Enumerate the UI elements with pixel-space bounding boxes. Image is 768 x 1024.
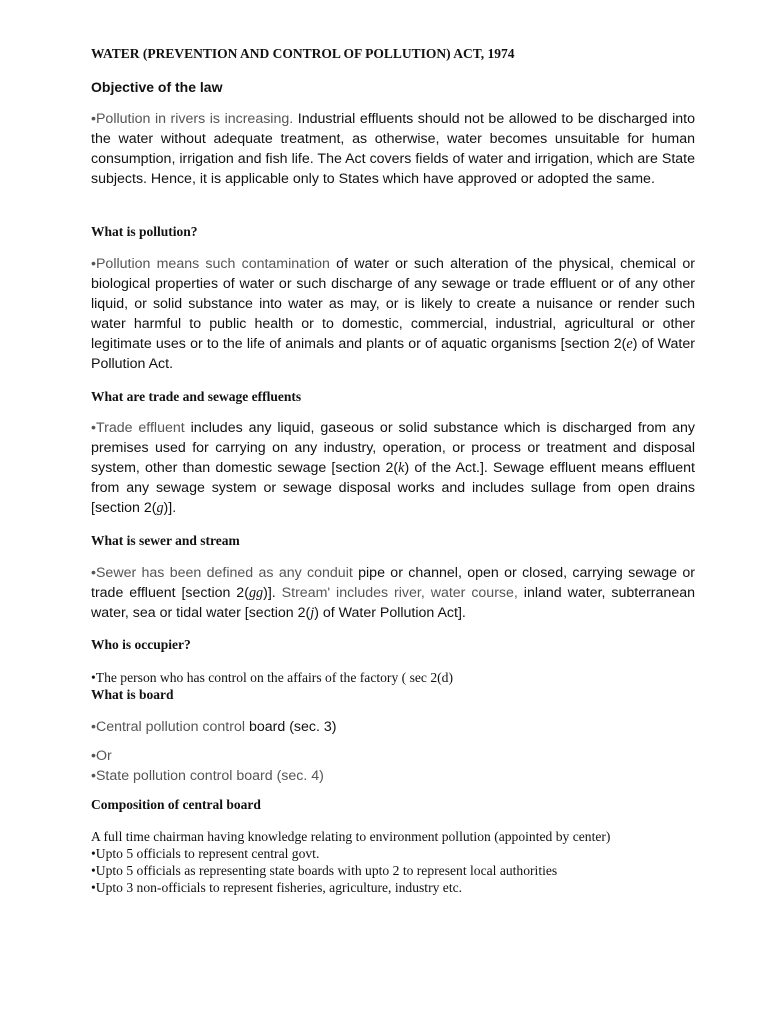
sewer-ref-2: j xyxy=(310,605,315,621)
board-item-state: •State pollution control board (sec. 4) xyxy=(91,768,324,784)
composition-list xyxy=(91,828,695,896)
effluents-body-1: includes any liquid, gaseous or solid substance which is discharged from any premises used for carrying on any industry, operation, or process or treatment and disposal system, other than domestic sewage [section 2( xyxy=(91,420,695,476)
effluents-ref-1: k xyxy=(398,460,405,476)
objective-heading: Objective of the law xyxy=(91,79,223,95)
composition-line: A full time chairman having knowledge relating to environment pollution (appointed by center) xyxy=(91,829,611,844)
sewer-body-3: inland water, subterranean water, sea or tidal water [section 2( xyxy=(91,585,695,621)
effluents-paragraph xyxy=(91,418,695,518)
effluents-lead: •Trade effluent xyxy=(91,420,185,436)
composition-line: •Upto 3 non-officials to represent fisheries, agriculture, industry etc. xyxy=(91,880,463,895)
sewer-heading: What is sewer and stream xyxy=(91,533,240,548)
objective-body: Industrial effluents should not be allowed to be discharged into the water without adequate treatment, as otherwise, water becomes unsuitable for human consumption, irrigation and fish life. The Act covers fields of water and irrigation, which are State subjects. Hence, it is applicable only to States which have approved or adopted the same. xyxy=(91,111,695,187)
pollution-lead: •Pollution means such contamination xyxy=(91,256,330,272)
occupier-text: •The person who has control on the affairs of the factory ( sec 2(d) xyxy=(91,670,453,685)
effluents-heading: What are trade and sewage effluents xyxy=(91,389,302,404)
composition-line: •Upto 5 officials as representing state boards with upto 2 to represent local authorities xyxy=(91,863,558,878)
pollution-ref: e xyxy=(626,336,633,352)
pollution-tail: ) of Water Pollution Act. xyxy=(91,336,695,372)
sewer-stream-definition: Stream' includes river, water course, xyxy=(281,585,518,601)
board-item-central xyxy=(91,717,695,737)
pollution-body: of water or such alteration of the physical, chemical or biological properties of water or such discharge of any sewage or trade effluent or of any other liquid, or solid substance into water as may, or is likely to create a nuisance or render such water harmful to public health or to domestic, commercial, industrial, agricultural or other legitimate uses or to the life of animals and plants or of aquatic organisms [section 2( xyxy=(91,256,695,352)
pollution-heading: What is pollution? xyxy=(91,224,198,239)
sewer-lead: •Sewer has been defined as any conduit xyxy=(91,565,353,581)
composition-line: •Upto 5 officials to represent central govt. xyxy=(91,846,320,861)
objective-paragraph xyxy=(91,109,695,189)
board-item-central-lead: •Central pollution control xyxy=(91,719,246,735)
occupier-heading: Who is occupier? xyxy=(91,637,191,652)
board-item-or: •Or xyxy=(91,748,112,764)
effluents-body-2: ) of the Act.]. Sewage effluent means effluent from any sewage system or sewage disposal works and includes sullage from open drains [section 2( xyxy=(91,460,695,516)
effluents-ref-2: g xyxy=(156,500,164,516)
objective-lead: •Pollution in rivers is increasing. xyxy=(91,111,294,127)
composition-heading: Composition of central board xyxy=(91,797,261,812)
sewer-ref-1: gg xyxy=(248,585,264,601)
board-item-central-rest: board (sec. 3) xyxy=(248,719,337,735)
sewer-tail: ) of Water Pollution Act]. xyxy=(314,605,466,621)
effluents-tail: )]. xyxy=(163,500,177,516)
sewer-body-2: )]. xyxy=(263,585,276,601)
document-title: WATER (PREVENTION AND CONTROL OF POLLUTION) ACT, 1974 xyxy=(91,46,515,61)
sewer-paragraph xyxy=(91,563,695,623)
board-heading: What is board xyxy=(91,687,174,702)
pollution-paragraph xyxy=(91,254,695,374)
sewer-body-1: pipe or channel, open or closed, carrying sewage or trade effluent [section 2( xyxy=(91,565,696,601)
